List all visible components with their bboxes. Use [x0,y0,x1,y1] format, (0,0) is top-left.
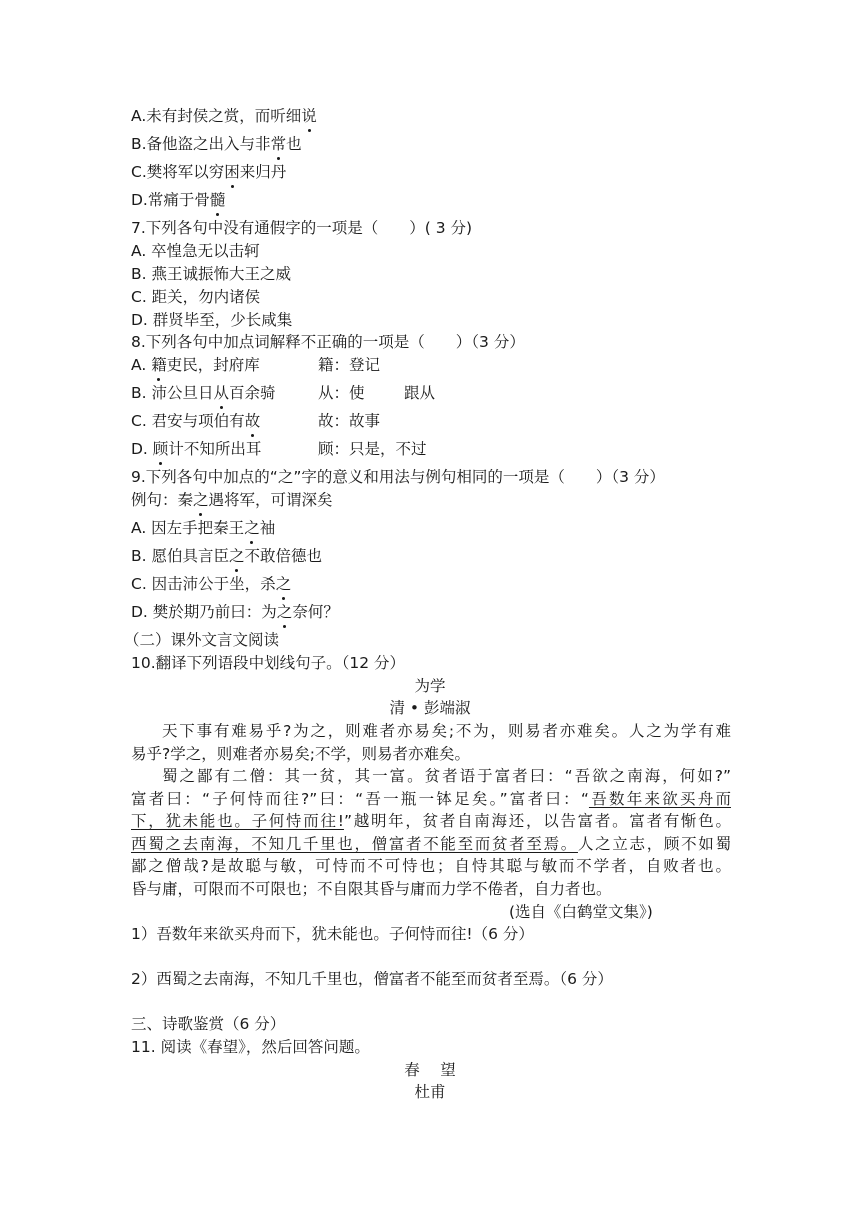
dotted-char: 髓 [209,191,226,209]
q7-option-b: B. 燕王诚振怖大王之威 [131,265,291,283]
section-heading-2: （二）课外文言文阅读 [124,631,280,649]
q9-option-c [131,573,291,595]
option-text: C. 因击沛公于坐，杀 [131,575,276,593]
translation-item-2: 2）西蜀之去南海，不知几千里也，僧富者不能至而贫者至焉。（6 分） [131,970,613,988]
q8-option-b [131,382,276,404]
q11-stem: 11. 阅读《春望》，然后回答问题。 [131,1038,370,1056]
section-heading-3: 三、诗歌鉴赏（6 分） [131,1015,286,1033]
passage-text: 富者曰：“子何恃而往?”曰：“吾一瓶一钵足矣。”富者曰：“ [131,789,589,808]
q9-option-d [131,601,339,623]
dotted-char: 之 [244,519,260,537]
passage-paragraph-1 [131,720,731,765]
passage-author: 清 • 彭端淑 [389,699,471,717]
option-text: D.常痛于骨 [131,191,210,209]
dotted-char: 从 [213,384,230,402]
q6-option-d [131,189,225,211]
q8-option-c [131,410,260,432]
underlined-sentence: 西蜀之去南海，不知几千里也，僧富者不能至而贫者至焉。 [131,834,578,853]
q6-option-b [131,133,302,155]
option-text: D. [131,440,153,458]
passage-paragraph-2 [131,765,731,900]
passage-line [131,810,731,833]
option-text: 百余骑 [229,384,276,402]
passage-line [131,788,731,811]
q6-option-c [131,161,286,183]
option-text: 也 [286,135,302,153]
q9-option-a [131,517,275,539]
q8-gloss-b-alt: 跟从 [404,384,436,402]
passage-line: 昏与庸，可限而不可限也；不自限其昏与庸而力学不倦者，自力者也。 [131,879,612,898]
dotted-char: 籍 [151,356,167,374]
q8-gloss-d: 顾：只是，不过 [318,440,427,458]
dotted-char: 之 [275,575,292,593]
dotted-char: 之 [276,603,293,621]
passage-line [131,833,731,856]
dotted-char: 故 [244,412,261,430]
option-text: 吏民，封府库 [166,356,260,374]
q7-option-a: A. 卒惶急无以击轲 [131,242,260,260]
passage-text: 人之立志，顾不如蜀 [577,834,731,853]
option-text: C. 君安与项伯有 [131,412,245,430]
q9-stem: 9.下列各句中加点的“之”字的意义和用法与例句相同的一项是（ ）（3 分） [131,468,665,486]
option-text: 计不知所出耳 [168,440,262,458]
poem-author: 杜甫 [414,1083,446,1101]
q9-option-b [131,545,322,567]
q8-stem: 8.下列各句中加点词解释不正确的一项是（ ）（3 分） [131,333,525,351]
q7-option-c: C. 距关，勿内诸侯 [131,288,261,306]
q8-option-a [131,354,260,376]
q8-gloss-c: 故：故事 [318,412,381,430]
q6-option-a [131,105,317,127]
underlined-sentence: 吾数年来欲买舟而 [588,789,731,808]
q7-option-d: D. 群贤毕至，少长咸集 [131,311,293,329]
option-text: 袖 [259,519,276,537]
q9-example [131,489,333,511]
dotted-char: 常 [270,135,287,153]
option-text: 不敢倍德也 [244,547,323,565]
passage-title: 为学 [414,677,446,695]
dotted-char: 之 [193,491,209,509]
q7-stem: 7.下列各句中没有通假字的一项是（ ）( 3 分) [131,219,473,237]
option-text: 遇将军，可谓深矣 [208,491,333,509]
option-text: C.樊将军以穷 [131,163,225,181]
passage-line: 易乎?学之，则难者亦易矣;不学，则易者亦难矣。 [131,744,470,763]
q8-option-d [131,438,261,460]
option-text: D. 樊於期乃前曰：为 [131,603,277,621]
passage-text: ”越明年，贫者自南海还，以告富者。富者有惭色。 [343,812,731,830]
option-text: B. 愿伯具言臣 [131,547,229,565]
passage-source: (选自《白鹤堂文集》) [509,903,653,921]
dotted-char: 之 [229,547,245,565]
q10-stem: 10.翻译下列语段中划线句子。（12 分） [131,654,406,672]
option-text: A.未有封侯之赏，而听细 [131,107,302,125]
q8-gloss-a: 籍：登记 [318,356,381,374]
dotted-char: 说 [301,107,317,125]
passage-line: 天下事有难易乎?为之，则难者亦易矣;不为，则易者亦难矣。人之为学有难 [162,722,731,740]
q8-gloss-b: 从：使 [318,384,365,402]
dotted-char: 困 [224,163,240,181]
option-text: 来归丹 [239,163,287,181]
option-text: A. 因左手把秦王 [131,519,245,537]
option-text: B.备他盗之出入与非 [131,135,271,153]
poem-title: 春 望 [404,1061,456,1079]
translation-item-1: 1）吾数年来欲买舟而下，犹未能也。子何恃而往!（6 分） [131,925,534,943]
option-text: A. [131,356,152,374]
passage-line: 鄙之僧哉?是故聪与敏，可恃而不可恃也；自恃其聪与敏而不学者，自败者也。 [131,857,731,875]
option-text: 奈何？ [292,603,339,621]
passage-line: 蜀之鄙有二僧：其一贫，其一富。贫者语于富者曰：“吾欲之南海，何如?” [162,767,731,785]
underlined-sentence: 下，犹未能也。子何恃而往! [131,812,344,830]
option-text: B. 沛公旦日 [131,384,214,402]
option-text: 例句：秦 [131,491,194,509]
dotted-char: 顾 [152,440,169,458]
